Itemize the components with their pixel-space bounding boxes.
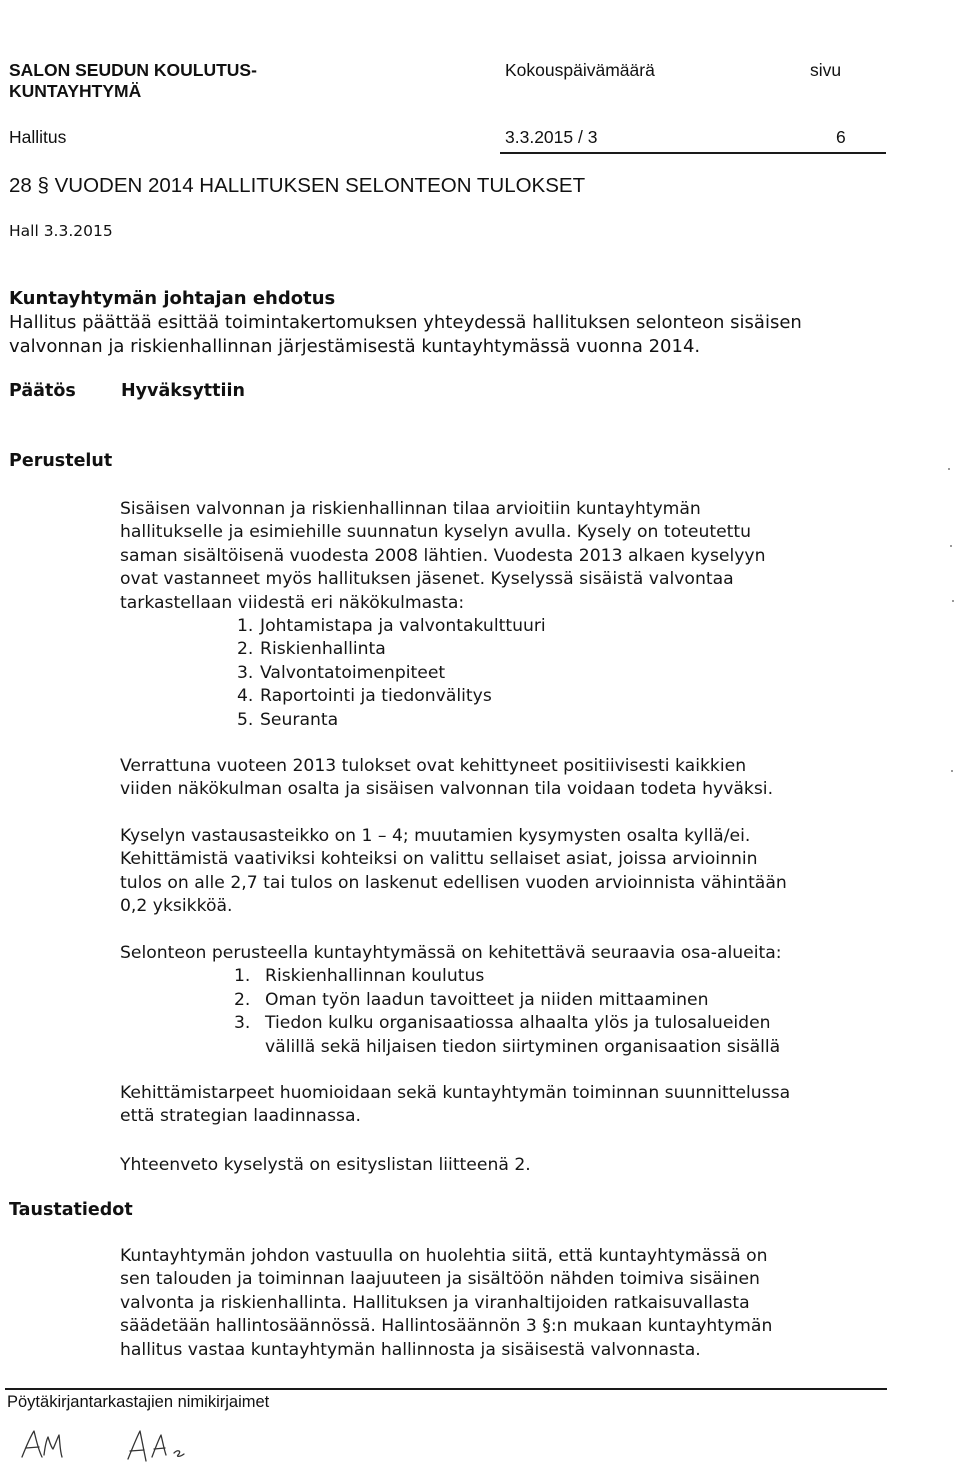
meeting-date-label: Kokouspäivämäärä xyxy=(505,60,655,80)
scan-speck xyxy=(951,770,953,772)
hall-reference: Hall 3.3.2015 xyxy=(9,222,113,240)
perustelut-paragraph-2 xyxy=(120,755,920,802)
text-line: hallitus vastaa kuntayhtymän hallinnosta ja sisäisestä valvonnasta. xyxy=(120,1339,701,1360)
page-number: 6 xyxy=(836,127,846,147)
list-number: 4. xyxy=(237,686,254,707)
list-item xyxy=(120,989,920,1012)
list-item xyxy=(120,662,920,685)
text-line: Kehittämistarpeet huomioidaan sekä kuntayhtymän toiminnan suunnittelussa xyxy=(120,1083,791,1103)
list-number: 3. xyxy=(234,1013,251,1034)
proposal-section xyxy=(9,287,929,359)
organization-name xyxy=(9,60,257,102)
list-item xyxy=(120,615,920,638)
scan-speck xyxy=(952,600,954,602)
org-line-2: KUNTAYHTYMÄ xyxy=(9,81,142,101)
proposal-line-1: Hallitus päättää esittää toimintakertomuksen yhteydessä hallituksen selonteon sisäisen xyxy=(9,312,802,333)
text-line: Selonteon perusteella kuntayhtymässä on kehitettävä seuraavia osa-alueita: xyxy=(120,943,782,963)
text-line: viiden näkökulman osalta ja sisäisen valvonnan tila voidaan todeta hyväksi. xyxy=(120,779,774,800)
text-line: ovat vastanneet myös hallituksen jäsenet. Kyselyssä sisäistä valvontaa xyxy=(120,569,734,590)
decision-value: Hyväksyttiin xyxy=(121,381,245,401)
perustelut-paragraph-4 xyxy=(120,942,920,1059)
list-text: Valvontatoimenpiteet xyxy=(260,662,446,683)
list-number: 1. xyxy=(237,616,254,637)
perustelut-paragraph-5 xyxy=(120,1082,920,1129)
list-text: Seuranta xyxy=(260,709,339,730)
list-text: Johtamistapa ja valvontakulttuuri xyxy=(260,616,546,637)
list-number: 2. xyxy=(237,639,254,660)
list-text: Tiedon kulku organisaatiossa alhaalta ylös ja tulosalueiden xyxy=(265,1013,771,1034)
page-label: sivu xyxy=(810,60,842,80)
list-text: Riskienhallinta xyxy=(260,639,386,660)
proposal-heading: Kuntayhtymän johtajan ehdotus xyxy=(9,288,336,309)
text-line: Kehittämistä vaativiksi kohteiksi on valittu sellaiset asiat, joissa arvioinnin xyxy=(120,849,758,870)
text-line: säädetään hallintosäännössä. Hallintosäännön 3 §:n mukaan kuntayhtymän xyxy=(120,1316,773,1337)
list-text: Oman työn laadun tavoitteet ja niiden mittaaminen xyxy=(265,989,709,1010)
taustatiedot-paragraph xyxy=(120,1245,920,1362)
list-number: 3. xyxy=(237,662,254,683)
list-item xyxy=(120,709,920,732)
text-line: saman sisältöisenä vuodesta 2008 lähtien. Vuodesta 2013 alkaen kyselyyn xyxy=(120,545,766,566)
scan-speck xyxy=(948,468,950,470)
proposal-line-2: valvonnan ja riskienhallinnan järjestämisestä kuntayhtymässä vuonna 2014. xyxy=(9,336,701,357)
taustatiedot-heading: Taustatiedot xyxy=(9,1200,133,1220)
body-name: Hallitus xyxy=(9,127,67,147)
list-number: 1. xyxy=(234,966,251,987)
text-line: että strategian laadinnassa. xyxy=(120,1106,361,1127)
text-line: tulos on alle 2,7 tai tulos on laskenut edellisen vuoden arvioinnista vähintään xyxy=(120,872,787,893)
handwritten-initials-signature xyxy=(18,1427,208,1463)
list-number: 2. xyxy=(234,989,251,1010)
decision-label: Päätös xyxy=(9,381,76,401)
list-item xyxy=(120,1012,920,1059)
text-line: Verrattuna vuoteen 2013 tulokset ovat kehittyneet positiivisesti kaikkien xyxy=(120,756,747,776)
list-text-continued: välillä sekä hiljaisen tiedon siirtyminen organisaation sisällä xyxy=(265,1036,781,1057)
meeting-date: 3.3.2015 / 3 xyxy=(505,127,598,147)
text-line: Yhteenveto kyselystä on esityslistan liitteenä 2. xyxy=(120,1155,531,1175)
text-line: Kuntayhtymän johdon vastuulla on huolehtia siitä, että kuntayhtymässä on xyxy=(120,1246,768,1266)
org-line-1: SALON SEUDUN KOULUTUS- xyxy=(9,60,257,80)
perustelut-paragraph-3 xyxy=(120,825,920,919)
list-item xyxy=(120,965,920,988)
text-line: 0,2 yksikköä. xyxy=(120,896,233,917)
scan-speck xyxy=(950,545,952,547)
perustelut-paragraph-6 xyxy=(120,1154,920,1177)
list-text: Raportointi ja tiedonvälitys xyxy=(260,686,492,707)
development-area-list xyxy=(120,965,920,1059)
text-line: Kyselyn vastausasteikko on 1 – 4; muutamien kysymysten osalta kyllä/ei. xyxy=(120,826,751,846)
viewpoint-list xyxy=(120,615,920,732)
footer-rule xyxy=(5,1388,887,1390)
text-line: tarkastellaan viidestä eri näkökulmasta: xyxy=(120,592,465,613)
list-number: 5. xyxy=(237,709,254,730)
text-line: hallitukselle ja esimiehille suunnatun kyselyn avulla. Kysely on toteutettu xyxy=(120,522,752,543)
text-line: Sisäisen valvonnan ja riskienhallinnan tilaa arvioitiin kuntayhtymän xyxy=(120,499,701,519)
perustelut-heading: Perustelut xyxy=(9,451,113,471)
list-text: Riskienhallinnan koulutus xyxy=(265,966,485,987)
header-rule xyxy=(500,152,886,154)
text-line: valvonta ja riskienhallinta. Hallituksen ja viranhaltijoiden ratkaisuvallasta xyxy=(120,1292,750,1313)
list-item xyxy=(120,685,920,708)
list-item xyxy=(120,638,920,661)
text-line: sen talouden ja toiminnan laajuuteen ja sisältöön nähden toimiva sisäinen xyxy=(120,1269,760,1290)
perustelut-paragraph-1 xyxy=(120,498,920,732)
initials-label: Pöytäkirjantarkastajien nimikirjaimet xyxy=(7,1393,270,1411)
item-title: 28 § VUODEN 2014 HALLITUKSEN SELONTEON TULOKSET xyxy=(9,174,586,197)
